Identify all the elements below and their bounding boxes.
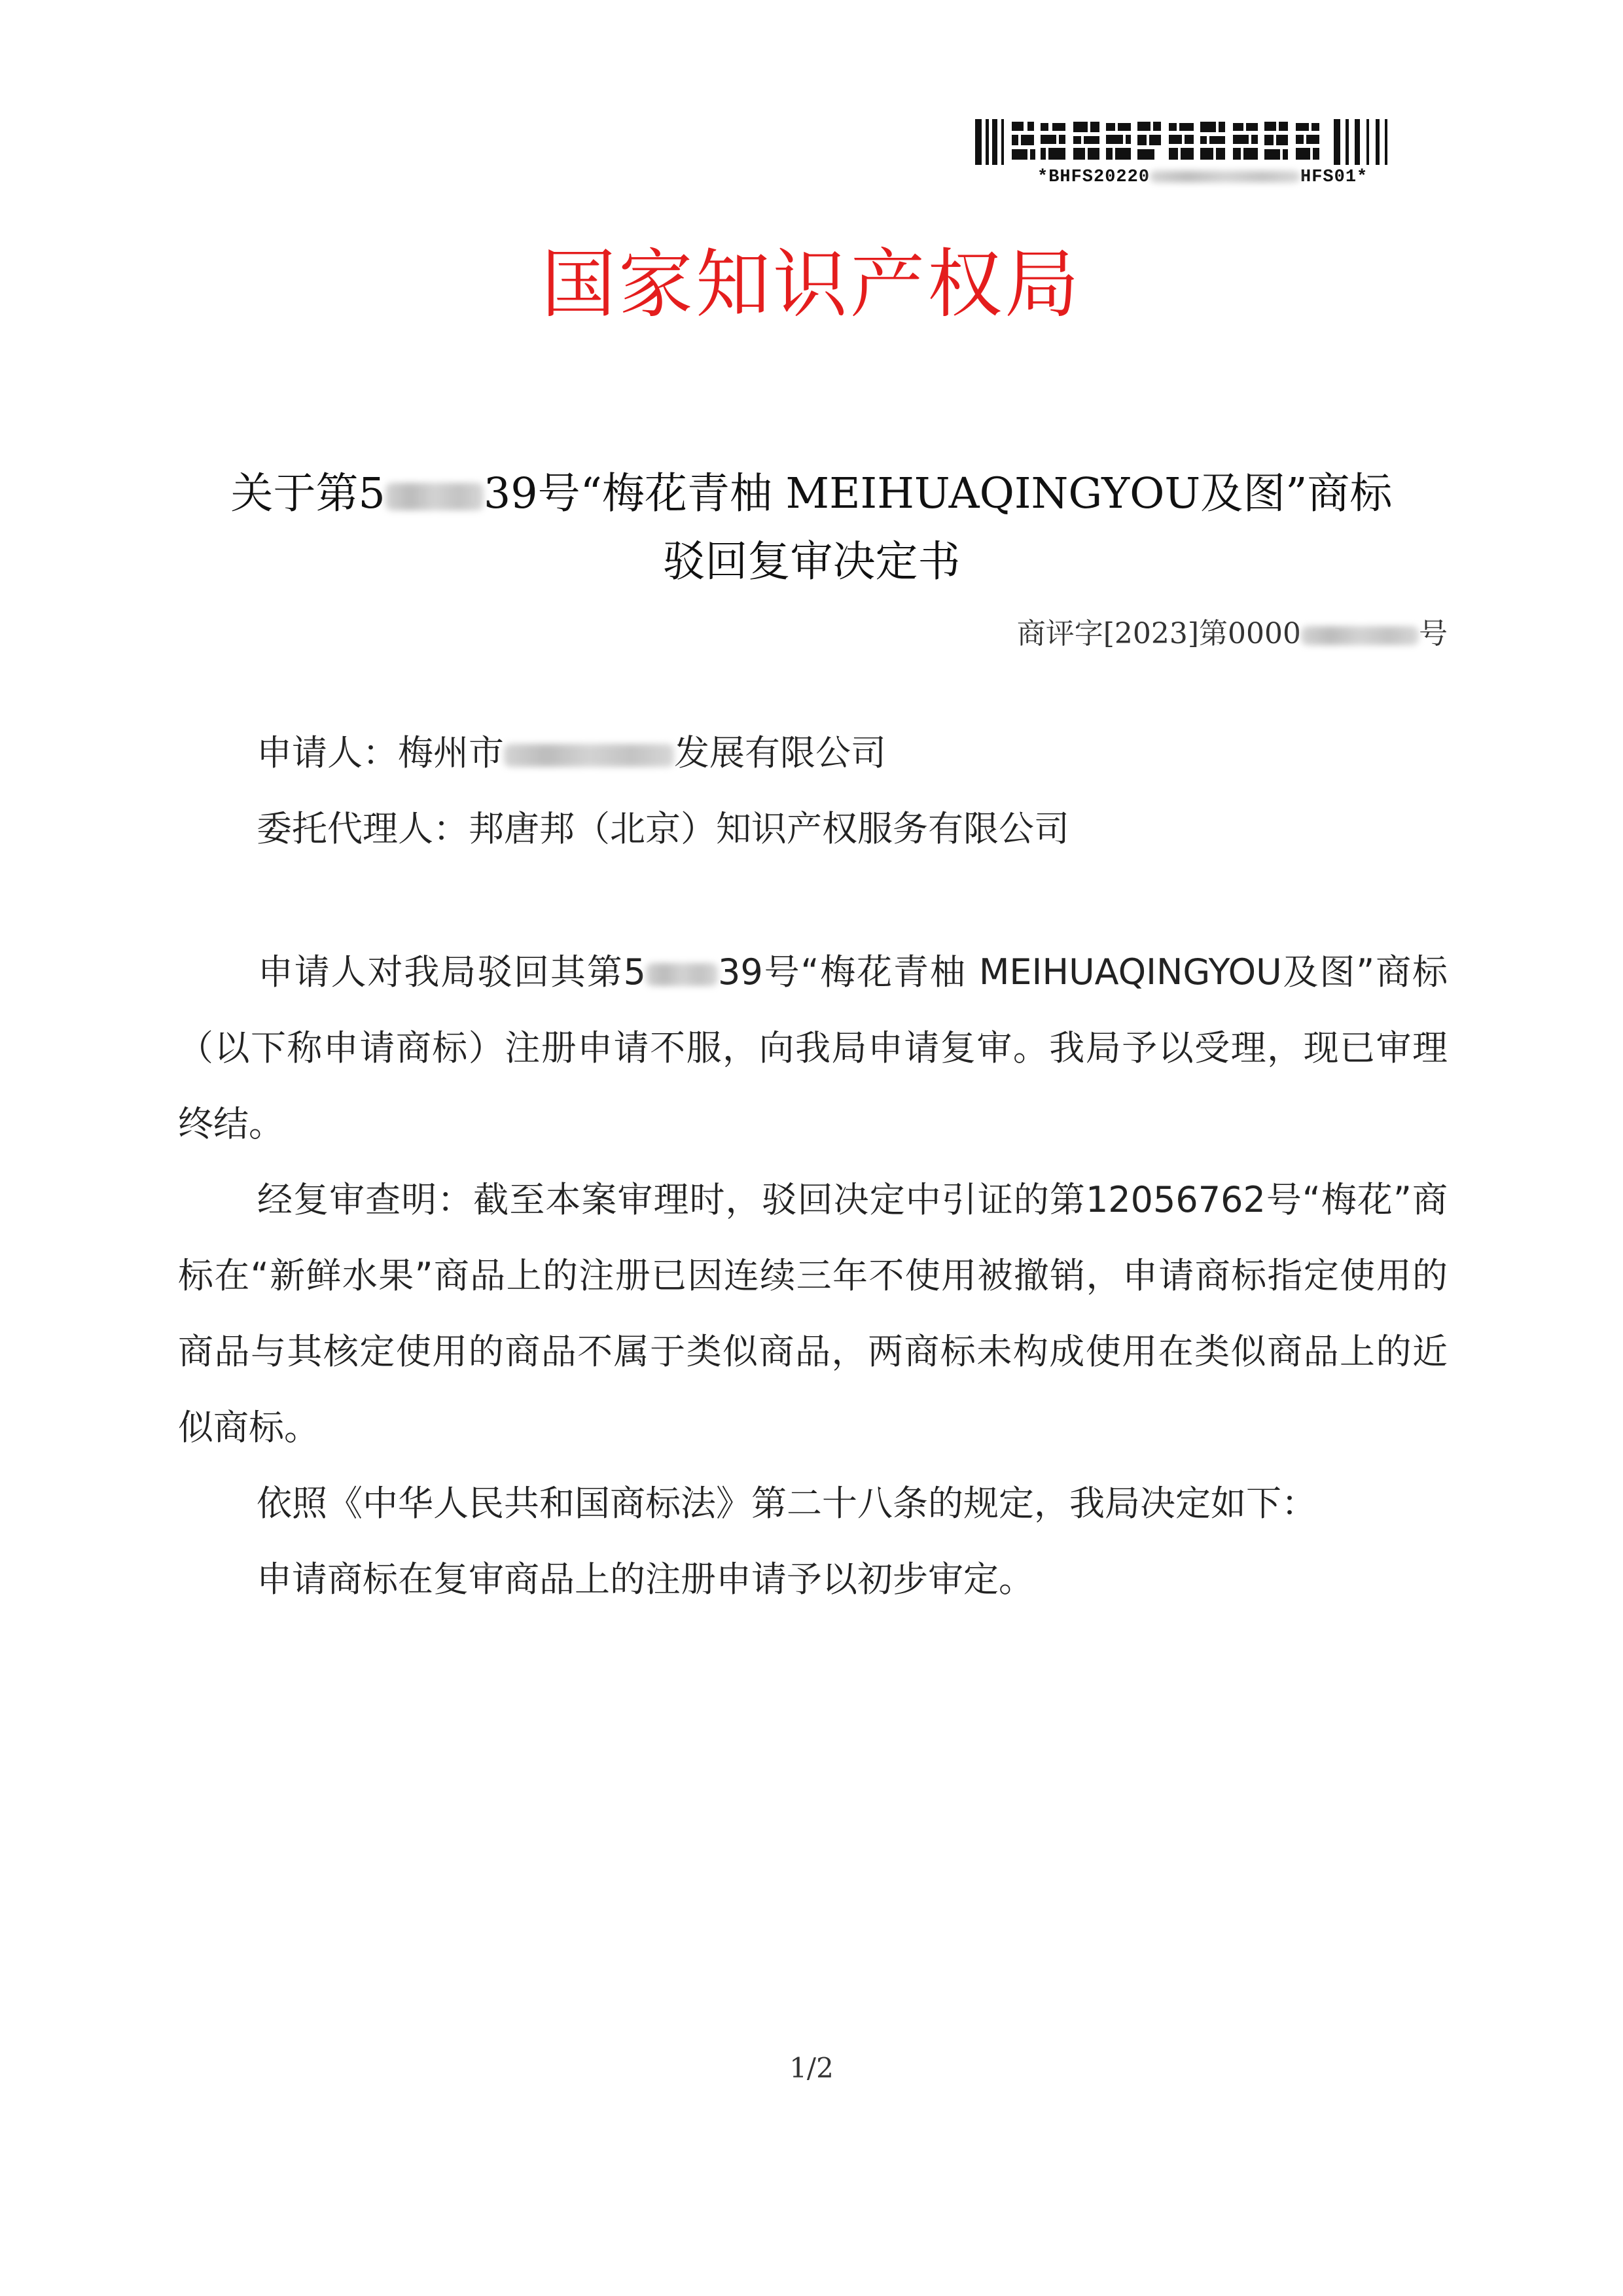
redaction-blur bbox=[385, 483, 484, 510]
redaction-blur bbox=[1150, 171, 1300, 183]
title-prefix: 关于第5 bbox=[230, 469, 385, 518]
applicant-label: 申请人： bbox=[257, 732, 398, 773]
paragraph-3-text: 依照《中华人民共和国商标法》第二十八条的规定，我局决定如下： bbox=[257, 1483, 1317, 1524]
agent-row bbox=[257, 801, 1069, 851]
document-title-line-2: 驳回复审决定书 bbox=[662, 537, 961, 586]
barcode-number-prefix: *BHFS20220 bbox=[1037, 168, 1150, 187]
document-title-line-1 bbox=[0, 469, 1623, 518]
paragraph-2-text: 经复审查明：截至本案审理时，驳回决定中引证的第12056762号“梅花”商标在“新鲜水果”商品上的注册已因连续三年不使用被撤销，申请商标指定使用的商品与其核定使用的商品不属于类似商品，两商标未构成使用在类似商品上的近似商标。 bbox=[178, 1179, 1448, 1448]
title-suffix: 39号“梅花青柚 MEIHUAQINGYOU及图”商标 bbox=[483, 469, 1393, 518]
agency-name: 国家知识产权局 bbox=[541, 241, 1082, 328]
reference-suffix: 号 bbox=[1419, 617, 1448, 650]
paragraph-1-rest: 39号“梅花青柚 MEIHUAQINGYOU及图”商标（以下称申请商标）注册申请不服，向我局申请复审。我局予以受理，现已审理终结。 bbox=[178, 951, 1448, 1144]
barcode bbox=[975, 119, 1394, 165]
applicant-name-start: 梅州市 bbox=[398, 732, 504, 773]
reference-number bbox=[1017, 610, 1448, 652]
barcode-number bbox=[1037, 168, 1368, 187]
barcode-number-suffix: HFS01* bbox=[1300, 168, 1368, 187]
agent-label: 委托代理人： bbox=[257, 808, 469, 849]
body-paragraph-2 bbox=[178, 1162, 1448, 1466]
body-paragraph-3 bbox=[178, 1466, 1448, 1542]
body-paragraph-1 bbox=[178, 934, 1448, 1162]
applicant-name-end: 发展有限公司 bbox=[674, 732, 886, 773]
paragraph-1-start: 申请人对我局驳回其第5 bbox=[257, 951, 646, 993]
reference-prefix: 商评字[2023]第0000 bbox=[1016, 617, 1301, 650]
applicant-row bbox=[257, 725, 886, 775]
redaction-blur bbox=[504, 744, 674, 767]
body-paragraph-4 bbox=[178, 1542, 1448, 1617]
redaction-blur bbox=[1301, 626, 1419, 645]
redaction-blur bbox=[646, 963, 718, 986]
paragraph-4-text: 申请商标在复审商品上的注册申请予以初步审定。 bbox=[257, 1559, 1034, 1600]
agent-name: 邦唐邦（北京）知识产权服务有限公司 bbox=[469, 808, 1069, 849]
page-number: 1/2 bbox=[789, 2052, 834, 2084]
